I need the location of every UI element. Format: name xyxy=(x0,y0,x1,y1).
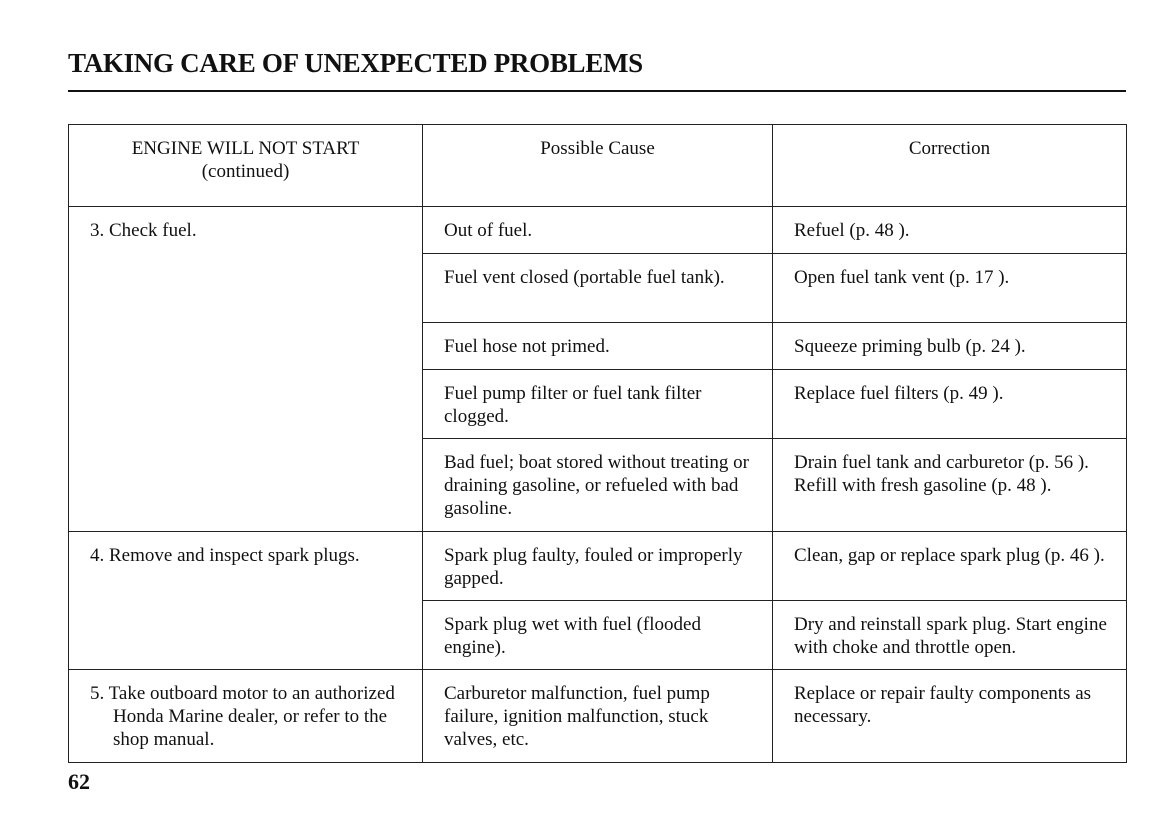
title-rule xyxy=(68,90,1126,92)
cause-cell: Fuel hose not primed. xyxy=(423,323,773,370)
cause-cell: Fuel pump filter or fuel tank filter clogged. xyxy=(423,370,773,439)
table-row xyxy=(69,670,1127,763)
correction-cell: Refuel (p. 48 ). xyxy=(773,207,1127,254)
page-number: 62 xyxy=(68,769,90,794)
step-cell xyxy=(69,532,423,670)
correction-cell: Open fuel tank vent (p. 17 ). xyxy=(773,254,1127,323)
symptom-header-line2: (continued) xyxy=(201,161,290,182)
step-cell xyxy=(69,670,423,763)
symptom-header-line1: ENGINE WILL NOT START xyxy=(131,138,360,159)
correction-cell: Squeeze priming bulb (p. 24 ). xyxy=(773,323,1127,370)
table-row xyxy=(69,207,1127,254)
cause-cell: Bad fuel; boat stored without treating or draining gasoline, or refueled with bad gasoline. xyxy=(423,439,773,532)
cause-cell: Spark plug faulty, fouled or improperly gapped. xyxy=(423,532,773,601)
correction-cell: Replace or repair faulty components as necessary. xyxy=(773,670,1127,763)
step-text: 4. Remove and inspect spark plugs. xyxy=(90,545,360,566)
table-row xyxy=(69,532,1127,601)
step-text: 3. Check fuel. xyxy=(90,220,197,241)
cause-header: Possible Cause xyxy=(423,125,773,207)
table-header-row xyxy=(69,125,1127,207)
page-title: TAKING CARE OF UNEXPECTED PROBLEMS xyxy=(68,48,643,78)
cause-cell: Fuel vent closed (portable fuel tank). xyxy=(423,254,773,323)
correction-cell: Clean, gap or replace spark plug (p. 46 ). xyxy=(773,532,1127,601)
correction-cell: Drain fuel tank and carburetor (p. 56 ). Refill with fresh gasoline (p. 48 ). xyxy=(773,439,1127,532)
cause-cell: Carburetor malfunction, fuel pump failure, ignition malfunction, stuck valves, etc. xyxy=(423,670,773,763)
step-cell xyxy=(69,207,423,532)
cause-cell: Spark plug wet with fuel (flooded engine). xyxy=(423,601,773,670)
correction-header: Correction xyxy=(773,125,1127,207)
step-text: 5. Take outboard motor to an authorized Honda Marine dealer, or refer to the shop manual. xyxy=(90,683,395,750)
cause-cell: Out of fuel. xyxy=(423,207,773,254)
troubleshooting-table xyxy=(68,124,1127,763)
symptom-header xyxy=(69,125,423,207)
correction-cell: Replace fuel filters (p. 49 ). xyxy=(773,370,1127,439)
correction-cell: Dry and reinstall spark plug. Start engine with choke and throttle open. xyxy=(773,601,1127,670)
